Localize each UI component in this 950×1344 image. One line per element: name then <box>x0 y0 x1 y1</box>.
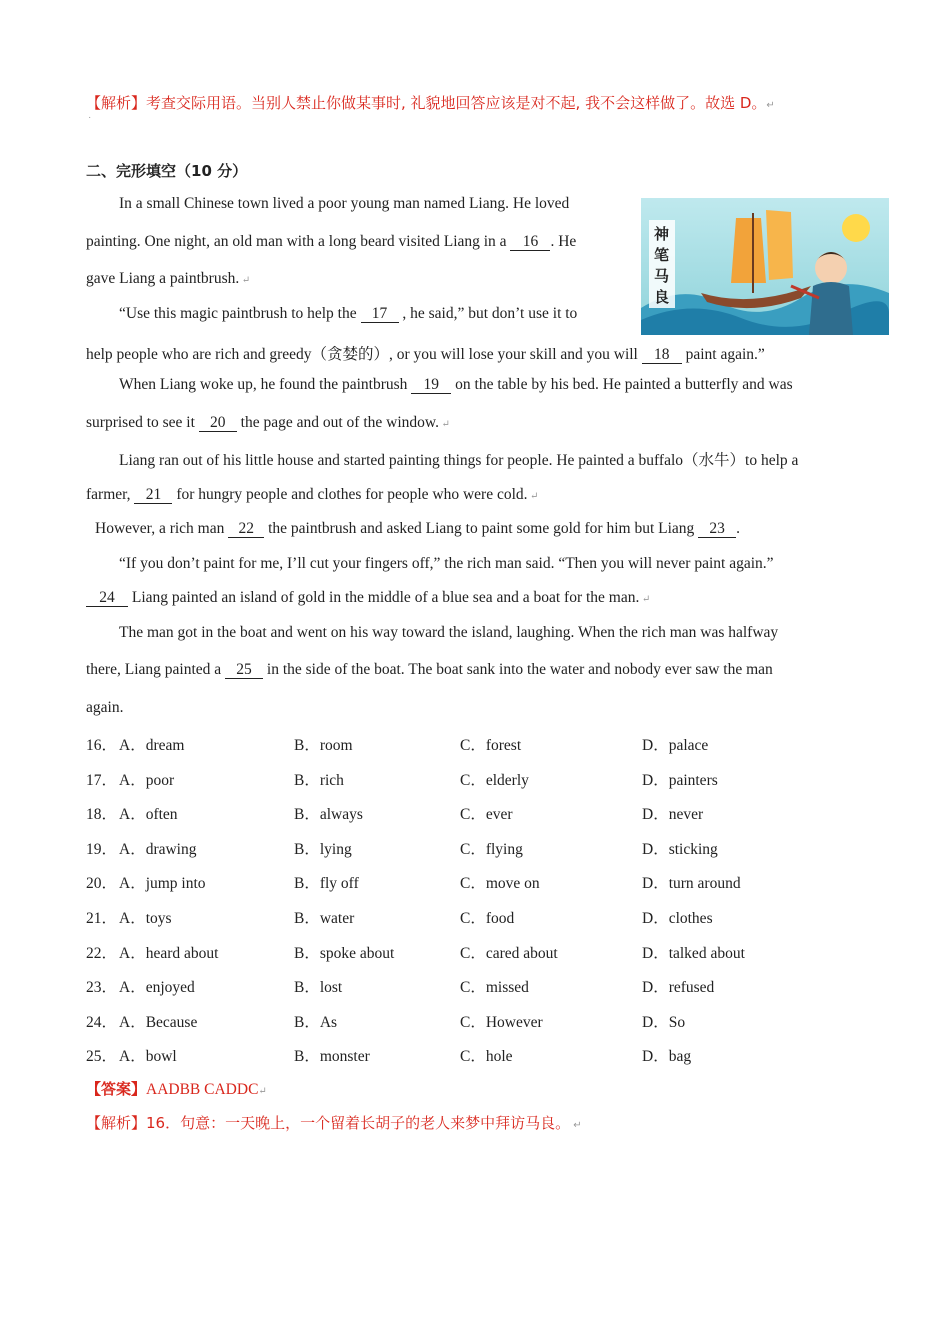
answer-label: 【答案】 <box>86 1080 147 1098</box>
option-a: A．Because <box>119 1013 198 1031</box>
option-d: D．turn around <box>642 875 741 893</box>
option-b: B．water <box>294 910 355 927</box>
option-b: B．lying <box>294 840 352 858</box>
passage-text: surprised to see it <box>86 414 195 431</box>
passage-text: again. <box>86 699 124 716</box>
paragraph-mark: ↵ <box>570 1120 582 1131</box>
blank-17: 17 <box>361 306 399 323</box>
passage-line-13 <box>119 624 778 642</box>
option-b: B．always <box>294 806 363 824</box>
passage-text: Liang ran out of his little house and started painting things for people. He painted a buffalo（水牛）to help a <box>119 452 799 469</box>
passage-text: paint again.” <box>685 346 765 363</box>
passage-text: “Use this magic paintbrush to help the <box>119 305 357 322</box>
answer-line <box>86 1078 267 1099</box>
option-c: C．food <box>460 910 515 927</box>
analysis-top <box>86 92 775 113</box>
paragraph-mark: ↵ <box>438 419 450 430</box>
illustration-ma-liang <box>641 198 889 335</box>
sail-left <box>731 218 766 283</box>
blank-25: 25 <box>225 662 263 679</box>
option-a: A．dream <box>119 737 185 754</box>
option-c: C．missed <box>460 979 529 997</box>
passage-text: The man got in the boat and went on his way toward the island, laughing. When the rich man was halfway <box>119 624 779 641</box>
blank-21: 21 <box>134 487 172 504</box>
option-d: D．bag <box>642 1048 692 1066</box>
question-number: 18． <box>86 806 118 824</box>
passage-line-1 <box>119 195 569 213</box>
analysis-top-text: 【解析】考查交际用语。当别人禁止你做某事时, 礼貌地回答应该是对不起, 我不会这样做了。故选 D。 <box>86 94 767 112</box>
passage-line-8 <box>119 448 798 470</box>
question-number: 19． <box>86 840 118 858</box>
passage-text: the page and out of the window. <box>240 414 439 431</box>
passage-text: When Liang woke up, he found the paintbrush <box>119 376 408 393</box>
option-c: C．move on <box>460 875 540 893</box>
sail-right <box>766 210 793 280</box>
option-c: C．forest <box>460 737 522 754</box>
option-d: D．sticking <box>642 840 718 858</box>
option-b: B．room <box>294 737 353 754</box>
passage-line-12 <box>86 589 650 607</box>
analysis-bottom-text: 【解析】16．句意：一天晚上，一个留着长胡子的老人来梦中拜访马良。 <box>86 1114 571 1132</box>
passage-text: However, a rich man <box>95 520 225 537</box>
paragraph-mark: ↵ <box>258 1086 267 1097</box>
question-number: 22． <box>86 944 118 962</box>
question-number: 16． <box>86 737 118 754</box>
option-c: C．flying <box>460 840 523 858</box>
passage-line-14 <box>86 661 773 679</box>
paragraph-mark: ˙ <box>88 116 92 127</box>
passage-line-15 <box>86 699 123 717</box>
passage-line-11 <box>119 555 774 573</box>
question-number: 25． <box>86 1048 118 1066</box>
passage-text: “If you don’t paint for me, I’ll cut your fingers off,” the rich man said. “Then you will never paint again.” <box>119 555 774 572</box>
option-b: B．spoke about <box>294 944 395 962</box>
question-number: 17． <box>86 771 118 789</box>
section-title <box>86 160 247 181</box>
passage-text: for hungry people and clothes for people who were cold. <box>176 486 528 503</box>
blank-16: 16 <box>510 234 550 251</box>
option-d: D．palace <box>642 737 709 754</box>
option-d: D．painters <box>642 771 718 789</box>
passage-text: . He <box>550 233 577 250</box>
option-a: A．drawing <box>119 840 197 858</box>
passage-line-7 <box>86 414 450 432</box>
passage-text: In a small Chinese town lived a poor young man named Liang. He loved <box>119 195 570 212</box>
passage-line-10 <box>95 520 740 538</box>
sun-icon <box>842 214 870 242</box>
option-c: C．elderly <box>460 771 529 789</box>
illustration-svg <box>641 198 889 335</box>
paragraph-mark: ↵ <box>639 594 651 605</box>
option-b: B．fly off <box>294 875 359 893</box>
blank-19: 19 <box>411 377 451 394</box>
boy-face <box>815 252 847 284</box>
passage-text: there, Liang painted a <box>86 661 222 678</box>
question-number: 21． <box>86 910 118 927</box>
option-a: A．heard about <box>119 944 219 962</box>
paragraph-mark: ↵ <box>239 275 251 286</box>
section-title-text: 二、完形填空（10 分） <box>86 162 248 180</box>
blank-22: 22 <box>228 521 264 538</box>
question-number: 23． <box>86 979 118 997</box>
passage-line-6 <box>119 376 793 394</box>
passage-line-4 <box>119 305 577 323</box>
option-c: C．ever <box>460 806 513 824</box>
option-d: D．never <box>642 806 704 824</box>
passage-text: painting. One night, an old man with a long beard visited Liang in a <box>86 233 507 250</box>
passage-line-3 <box>86 270 250 288</box>
option-a: A．often <box>119 806 178 824</box>
blank-23: 23 <box>698 521 736 538</box>
passage-text: farmer, <box>86 486 131 503</box>
option-d: D．refused <box>642 979 715 997</box>
passage-text: , he said,” but don’t use it to <box>402 305 578 322</box>
blank-24: 24 <box>86 590 128 607</box>
passage-text: on the table by his bed. He painted a butterfly and was <box>455 376 793 393</box>
option-b: B．lost <box>294 979 343 997</box>
passage-text: the paintbrush and asked Liang to paint some gold for him but Liang <box>268 520 695 537</box>
option-a: A．poor <box>119 771 175 789</box>
option-a: A．enjoyed <box>119 979 195 997</box>
question-number: 20． <box>86 875 118 893</box>
passage-line-2 <box>86 233 576 251</box>
option-c: C．However <box>460 1013 543 1031</box>
passage-line-9 <box>86 486 538 504</box>
option-d: D．clothes <box>642 910 713 927</box>
boy-body <box>809 282 853 335</box>
passage-text: in the side of the boat. The boat sank into the water and nobody ever saw the man <box>266 661 773 678</box>
option-a: A．toys <box>119 910 172 927</box>
option-b: B．As <box>294 1013 338 1031</box>
option-d: D．So <box>642 1013 686 1031</box>
option-a: A．jump into <box>119 875 206 893</box>
passage-text: gave Liang a paintbrush. <box>86 270 240 287</box>
blank-18: 18 <box>642 347 682 364</box>
option-b: B．rich <box>294 771 344 789</box>
analysis-bottom <box>86 1112 582 1133</box>
question-number: 24． <box>86 1013 118 1031</box>
illustration-caption: 神笔马良 <box>654 225 670 306</box>
passage-text: . <box>736 520 741 537</box>
passage-text: Liang painted an island of gold in the middle of a blue sea and a boat for the man. <box>131 589 640 606</box>
option-a: A．bowl <box>119 1048 177 1066</box>
blank-20: 20 <box>199 415 237 432</box>
passage-line-5 <box>86 342 765 364</box>
option-c: C．hole <box>460 1048 513 1066</box>
paragraph-mark: ↵ <box>527 491 539 502</box>
option-d: D．talked about <box>642 944 745 962</box>
passage-text: help people who are rich and greedy（贪婪的）, or you will lose your skill and you will <box>86 346 638 363</box>
option-b: B．monster <box>294 1048 370 1066</box>
option-c: C．cared about <box>460 944 558 962</box>
answer-value: AADBB CADDC <box>146 1081 259 1098</box>
paragraph-mark: ↵ <box>766 100 775 111</box>
